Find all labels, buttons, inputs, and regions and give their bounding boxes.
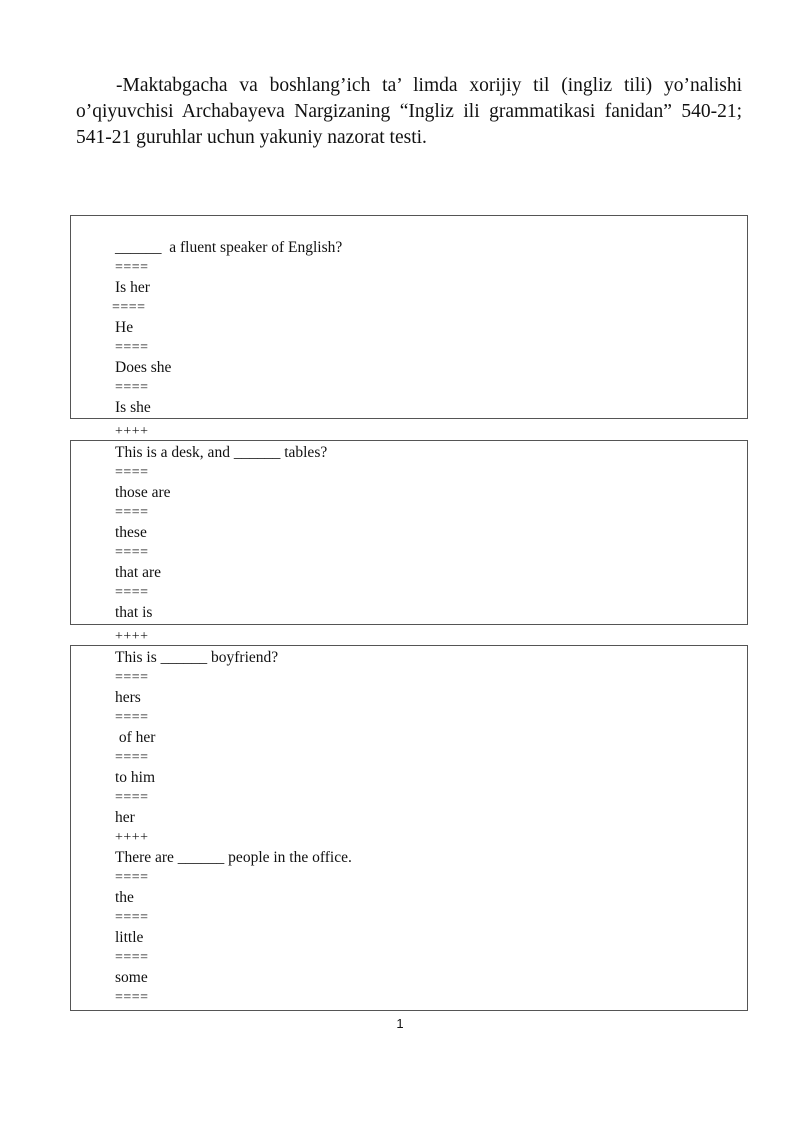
answer-option: that is xyxy=(115,604,153,621)
option-separator: ==== xyxy=(115,990,149,1005)
answer-option: Is she xyxy=(115,399,151,416)
question-box-2 xyxy=(70,440,748,625)
answer-option: these xyxy=(115,524,147,541)
option-separator: ==== xyxy=(115,465,149,480)
question-text: There are ______ people in the office. xyxy=(115,849,352,866)
option-separator: ==== xyxy=(115,380,149,395)
answer-option: that are xyxy=(115,564,162,581)
answer-option: Is her xyxy=(115,279,150,296)
option-separator: ==== xyxy=(115,790,149,805)
answer-option: those are xyxy=(115,484,171,501)
option-separator: ==== xyxy=(115,670,149,685)
option-separator: ==== xyxy=(115,585,149,600)
option-separator: ==== xyxy=(115,505,149,520)
option-separator: ==== xyxy=(115,545,149,560)
question-text: ______ a fluent speaker of English? xyxy=(115,239,343,256)
answer-option: some xyxy=(115,969,148,986)
answer-option: the xyxy=(115,889,134,906)
option-separator: ==== xyxy=(112,300,146,315)
question-end-marker: ++++ xyxy=(115,629,149,644)
answer-option: her xyxy=(115,809,135,826)
option-separator: ==== xyxy=(115,870,149,885)
answer-option: hers xyxy=(115,689,141,706)
option-separator: ==== xyxy=(115,710,149,725)
answer-option: little xyxy=(115,929,144,946)
option-separator: ==== xyxy=(115,260,149,275)
option-separator: ==== xyxy=(115,910,149,925)
option-separator: ==== xyxy=(115,750,149,765)
option-separator: ==== xyxy=(115,340,149,355)
question-end-marker: ++++ xyxy=(115,830,149,845)
page-number: 1 xyxy=(396,1016,404,1031)
document-intro: -Maktabgacha va boshlang’ich ta’ limda xorijiy til (ingliz tili) yo’nalishi o’qiyuvchisi Archabayeva Nargizaning “Ingliz ili grammatikasi fanidan” 540-21; 541-21 guruhlar uchun yakuniy nazorat testi. xyxy=(76,75,742,148)
question-text: This is a desk, and ______ tables? xyxy=(115,444,328,461)
answer-option: Does she xyxy=(115,359,172,376)
option-separator: ==== xyxy=(115,950,149,965)
question-end-marker: ++++ xyxy=(115,424,149,439)
answer-option: He xyxy=(115,319,134,336)
answer-option: to him xyxy=(115,769,156,786)
answer-option: of her xyxy=(115,729,156,746)
question-text: This is ______ boyfriend? xyxy=(115,649,279,666)
question-box-3 xyxy=(70,645,748,1011)
